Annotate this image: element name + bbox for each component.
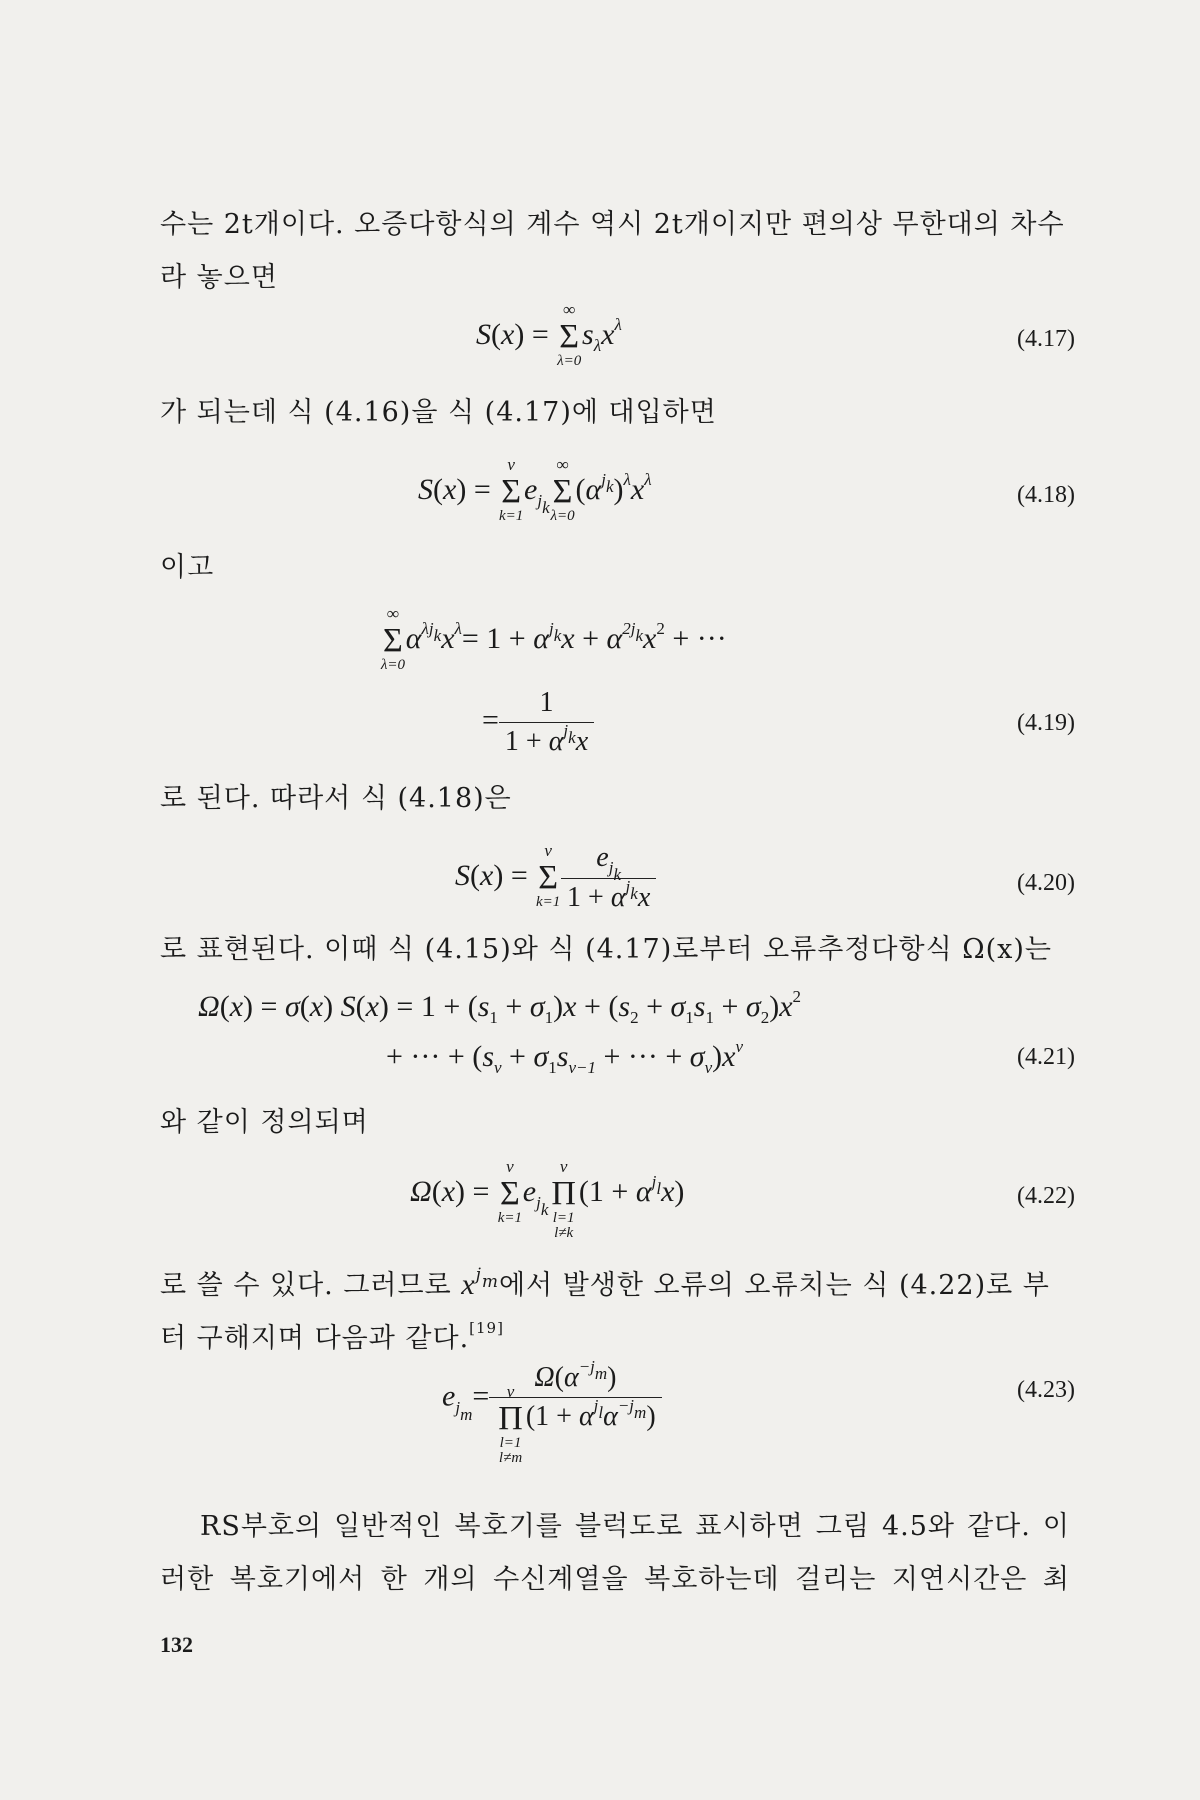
- equation-number: (4.21): [1017, 1044, 1075, 1070]
- equation-4-21-line-1: Ω(x) = σ(x) $S(x) = 1 + (s_1 + \sigma_1)x + (s_2 + \sigma_1s_1 + \sigma_2)x^2$: [198, 987, 802, 1027]
- equation-number: (4.17): [1017, 326, 1075, 352]
- paragraph-8: RS부호의 일반적인 복호기를 블럭도로 표시하면 그림 4.5와 같다. 이러한 복호기에서 한 개의 수신계열을 복호하는데 걸리는 지연시간은 최: [160, 1511, 1070, 1595]
- paragraph-7-rest: 에서 발생한 오류의 오류치는 식 (4.22)로 부터 구해지며 다음과 같다.: [160, 1270, 1050, 1354]
- equation-number: (4.23): [1017, 1377, 1075, 1403]
- paragraph-3: 이고: [160, 552, 215, 583]
- equation-4-23: $e_{j_m}=$ $\Omega(\alpha^{-j_m})$ ν Π l=1 l≠m $(1 + \alpha^{j_l}\alpha^{-j_m})$: [442, 1362, 662, 1436]
- equation-number: (4.19): [1017, 710, 1075, 736]
- equation-4-19-line-1: ∞ Σ λ=0 $\alpha^{\lambda j_k}x^\lambda= 1 + \alpha^{j_k}x + \alpha^{2j_k}x^2$ + ···: [380, 604, 727, 674]
- paragraph-2: 가 되는데 식 (4.16)을 식 (4.17)에 대입하면: [160, 397, 717, 428]
- equation-4-18: S(x) = ν Σ k=1 $e_{j_k}$ ∞ Σ λ=0 $(\alpha^{j_k})^\lambda x^\lambda$: [418, 455, 652, 525]
- equation-4-19-line-2: = $\frac{1}{1 + \alpha^{j_k}x}$: [482, 687, 594, 758]
- equation-4-21-line-2: + ··· + ($s_\nu + \sigma_1s_{\nu-1}$ + ··· + $\sigma_\nu)x^\nu$: [386, 1037, 744, 1077]
- paragraph-5: 로 표현된다. 이때 식 (4.15)와 식 (4.17)로부터 오류추정다항식 Ω(x)는: [160, 934, 1053, 965]
- equation-4-17: S(x) = ∞ Σ λ=0 $s_\lambda x^\lambda$: [476, 300, 622, 370]
- paragraph-6: 와 같이 정의되며: [160, 1107, 369, 1138]
- equation-4-20: S(x) = ν Σ k=1 $\frac{e_{j_k}}{1 + \alpha^{j_k}x}$: [455, 842, 656, 914]
- page-number: 132: [160, 1632, 193, 1657]
- equation-number: (4.22): [1017, 1183, 1075, 1209]
- citation: [19]: [469, 1319, 504, 1337]
- paragraph-1: 수는 2t개이다. 오증다항식의 계수 역시 2t개이지만 편의상 무한대의 차수라 놓으면: [160, 209, 1065, 293]
- equation-number: (4.20): [1017, 870, 1075, 896]
- paragraph-7: 로 쓸 수 있다. 그러므로 $x^{j_m}$에서 발생한 오류의 오류치는 식 (4.22)로 부터 구해지며 다음과 같다.[19]: [160, 1265, 1050, 1354]
- equation-4-22: Ω(x) = ν Σ k=1 $e_{j_k}$ ν Π l=1 l≠k $(1 + \alpha^{j_l}x)$: [410, 1157, 685, 1242]
- equation-number: (4.18): [1017, 482, 1075, 508]
- paragraph-4: 로 된다. 따라서 식 (4.18)은: [160, 783, 512, 814]
- paragraph-7-start: 로 쓸 수 있다. 그러므로: [160, 1270, 462, 1301]
